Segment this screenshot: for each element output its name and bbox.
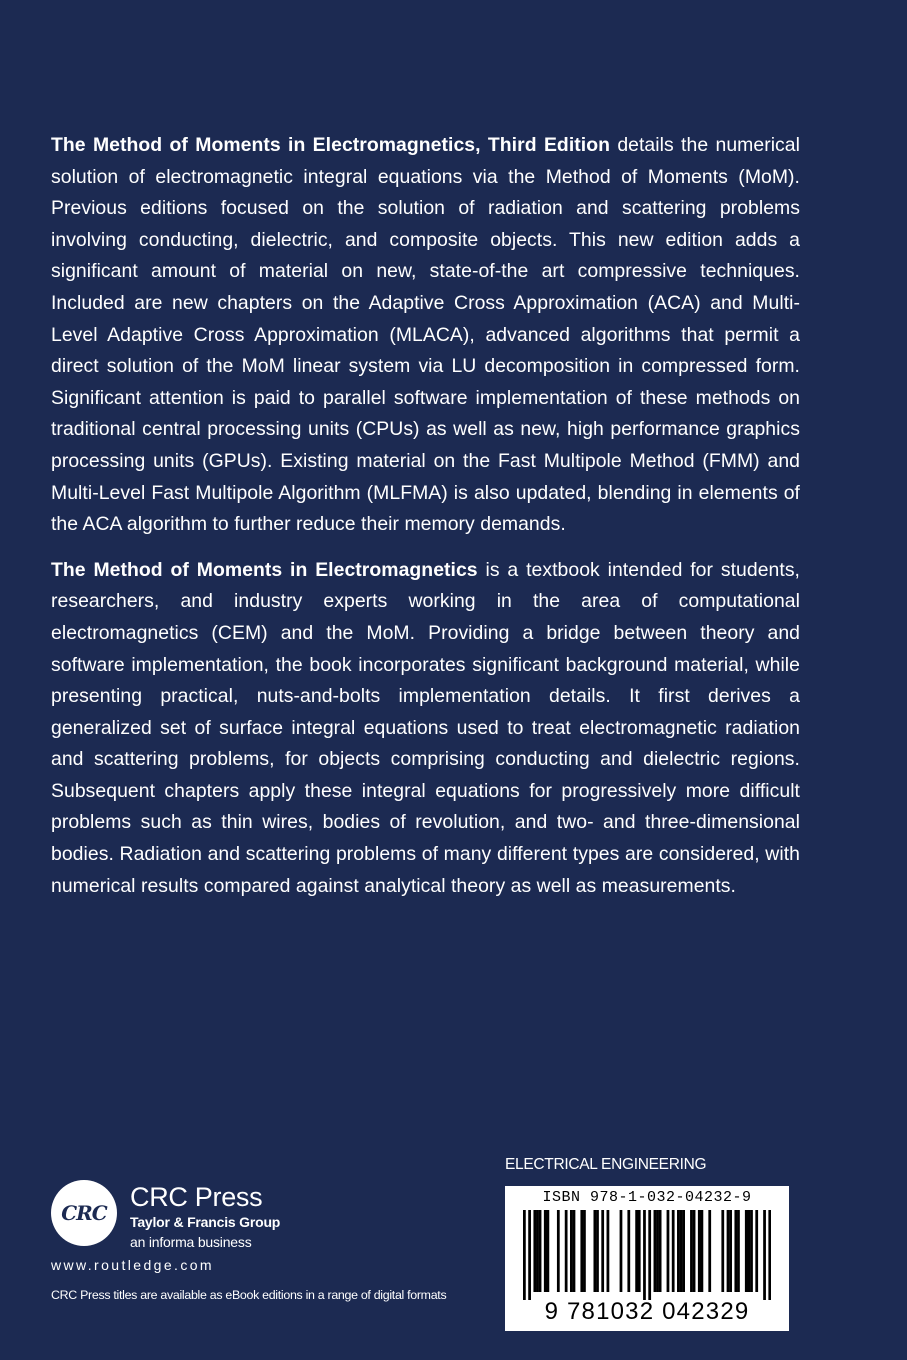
barcode-bar — [734, 1210, 737, 1292]
publisher-name: CRC Press — [130, 1182, 263, 1212]
barcode-bar — [627, 1210, 630, 1292]
barcode-bar — [680, 1210, 683, 1292]
barcode-bar — [536, 1210, 539, 1292]
barcode-bar — [698, 1210, 701, 1292]
barcode-bar — [570, 1210, 573, 1292]
book-title-short-bold: The Method of Moments in Electromagnetics — [51, 558, 478, 581]
ebook-availability-note: CRC Press titles are available as eBook editions in a range of digital formats — [51, 1288, 447, 1302]
barcode-bar — [565, 1210, 568, 1292]
barcode-bar — [648, 1210, 651, 1300]
barcode-bar — [737, 1210, 740, 1292]
barcode-bar — [729, 1210, 732, 1292]
blurb-paragraph-1-text: details the numerical solution of electromagnetic integral equations via the Method of Moments (MoM). Previous editions focused on the solution of radiation and scattering problems involving conducting, dielectric, and composite objects. This new edition adds a significant amount of material on new, state-of-the art compressive techniques. Included are new chapters on the Adaptive Cross Approximation (ACA) and Multi-Level Adaptive Cross Approximation (MLACA), advanced algorithms that permit a direct solution of the MoM linear system via LU decomposition in compressed form. Significant attention is paid to parallel software implementation of these methods on traditional central processing units (CPUs) as well as new, high performance graphics processing units (GPUs). Existing material on the Fast Multipole Method (FMM) and Multi-Level Fast Multipole Algorithm (MLFMA) is also updated, blending in elements of the ACA algorithm to further reduce their memory demands. — [51, 134, 800, 536]
barcode-bar — [580, 1210, 583, 1292]
barcode-bar — [721, 1210, 724, 1292]
barcode-bar — [546, 1210, 549, 1292]
barcode-bar — [690, 1210, 693, 1292]
back-cover-blurb — [51, 130, 800, 916]
barcode-digits: 9 781032 042329 — [544, 1298, 750, 1325]
barcode-bar — [533, 1210, 536, 1292]
barcode-bar — [708, 1210, 711, 1292]
barcode-bar — [601, 1210, 604, 1292]
crc-logo-text: CRC — [61, 1201, 107, 1225]
publisher-group: Taylor & Francis Group — [130, 1214, 281, 1230]
barcode-bar — [593, 1210, 596, 1292]
barcode-bar — [659, 1210, 662, 1292]
barcode-bar — [544, 1210, 547, 1292]
barcode-bar — [727, 1210, 730, 1292]
publisher-website: www.routledge.com — [51, 1257, 214, 1273]
barcode-bar — [682, 1210, 685, 1292]
barcode-bar — [748, 1210, 751, 1292]
isbn-barcode — [505, 1186, 789, 1331]
barcode-bar — [635, 1210, 638, 1292]
subject-category: ELECTRICAL ENGINEERING — [505, 1156, 707, 1173]
blurb-paragraph-2-text: is a textbook intended for students, researchers, and industry experts working in the area of computational electromagnetics (CEM) and the MoM. Providing a bridge between theory and software implementation, the book incorporates significant background material, while presenting practical, nuts-and-bolts implementation details. It first derives a generalized set of surface integral equations used to treat electromagnetic radiation and scattering problems, for objects comprising conducting and dielectric regions. Subsequent chapters apply these integral equations for progressively more difficult problems such as thin wires, bodies of revolution, and two- and three-dimensional bodies. Radiation and scattering problems of many different types are considered, with numerical results compared against analytical theory as well as measurements. — [51, 558, 800, 897]
barcode-bar — [656, 1210, 659, 1292]
publisher-informa: an informa business — [130, 1234, 252, 1250]
barcode-bar — [701, 1210, 704, 1292]
barcode-bar — [750, 1210, 753, 1292]
blurb-paragraph-2 — [51, 555, 800, 903]
barcode-bar — [620, 1210, 623, 1292]
barcode-bar — [583, 1210, 586, 1292]
barcode-bar — [643, 1210, 646, 1300]
barcode-bar — [638, 1210, 641, 1292]
barcode-bar — [557, 1210, 560, 1292]
crc-logo-icon — [51, 1180, 117, 1246]
barcode-bar — [755, 1210, 758, 1292]
barcode-bar — [596, 1210, 599, 1292]
barcode-bar — [654, 1210, 657, 1292]
barcode-bar — [573, 1210, 576, 1292]
barcode-bar — [523, 1210, 526, 1300]
barcode-bar — [768, 1210, 771, 1300]
barcode-bar — [672, 1210, 675, 1292]
book-title-bold: The Method of Moments in Electromagnetics, Third Edition — [51, 134, 610, 156]
blurb-paragraph-1 — [51, 130, 800, 541]
barcode-bar — [539, 1210, 542, 1292]
barcode-bar — [693, 1210, 696, 1292]
barcode-bar — [745, 1210, 748, 1292]
barcode-bar — [677, 1210, 680, 1292]
barcode-bar — [528, 1210, 531, 1300]
barcode-bar — [763, 1210, 766, 1300]
barcode-bar — [667, 1210, 670, 1292]
barcode-bars — [523, 1210, 771, 1300]
isbn-label: ISBN 978-1-032-04232-9 — [542, 1189, 752, 1206]
barcode-bar — [607, 1210, 610, 1292]
